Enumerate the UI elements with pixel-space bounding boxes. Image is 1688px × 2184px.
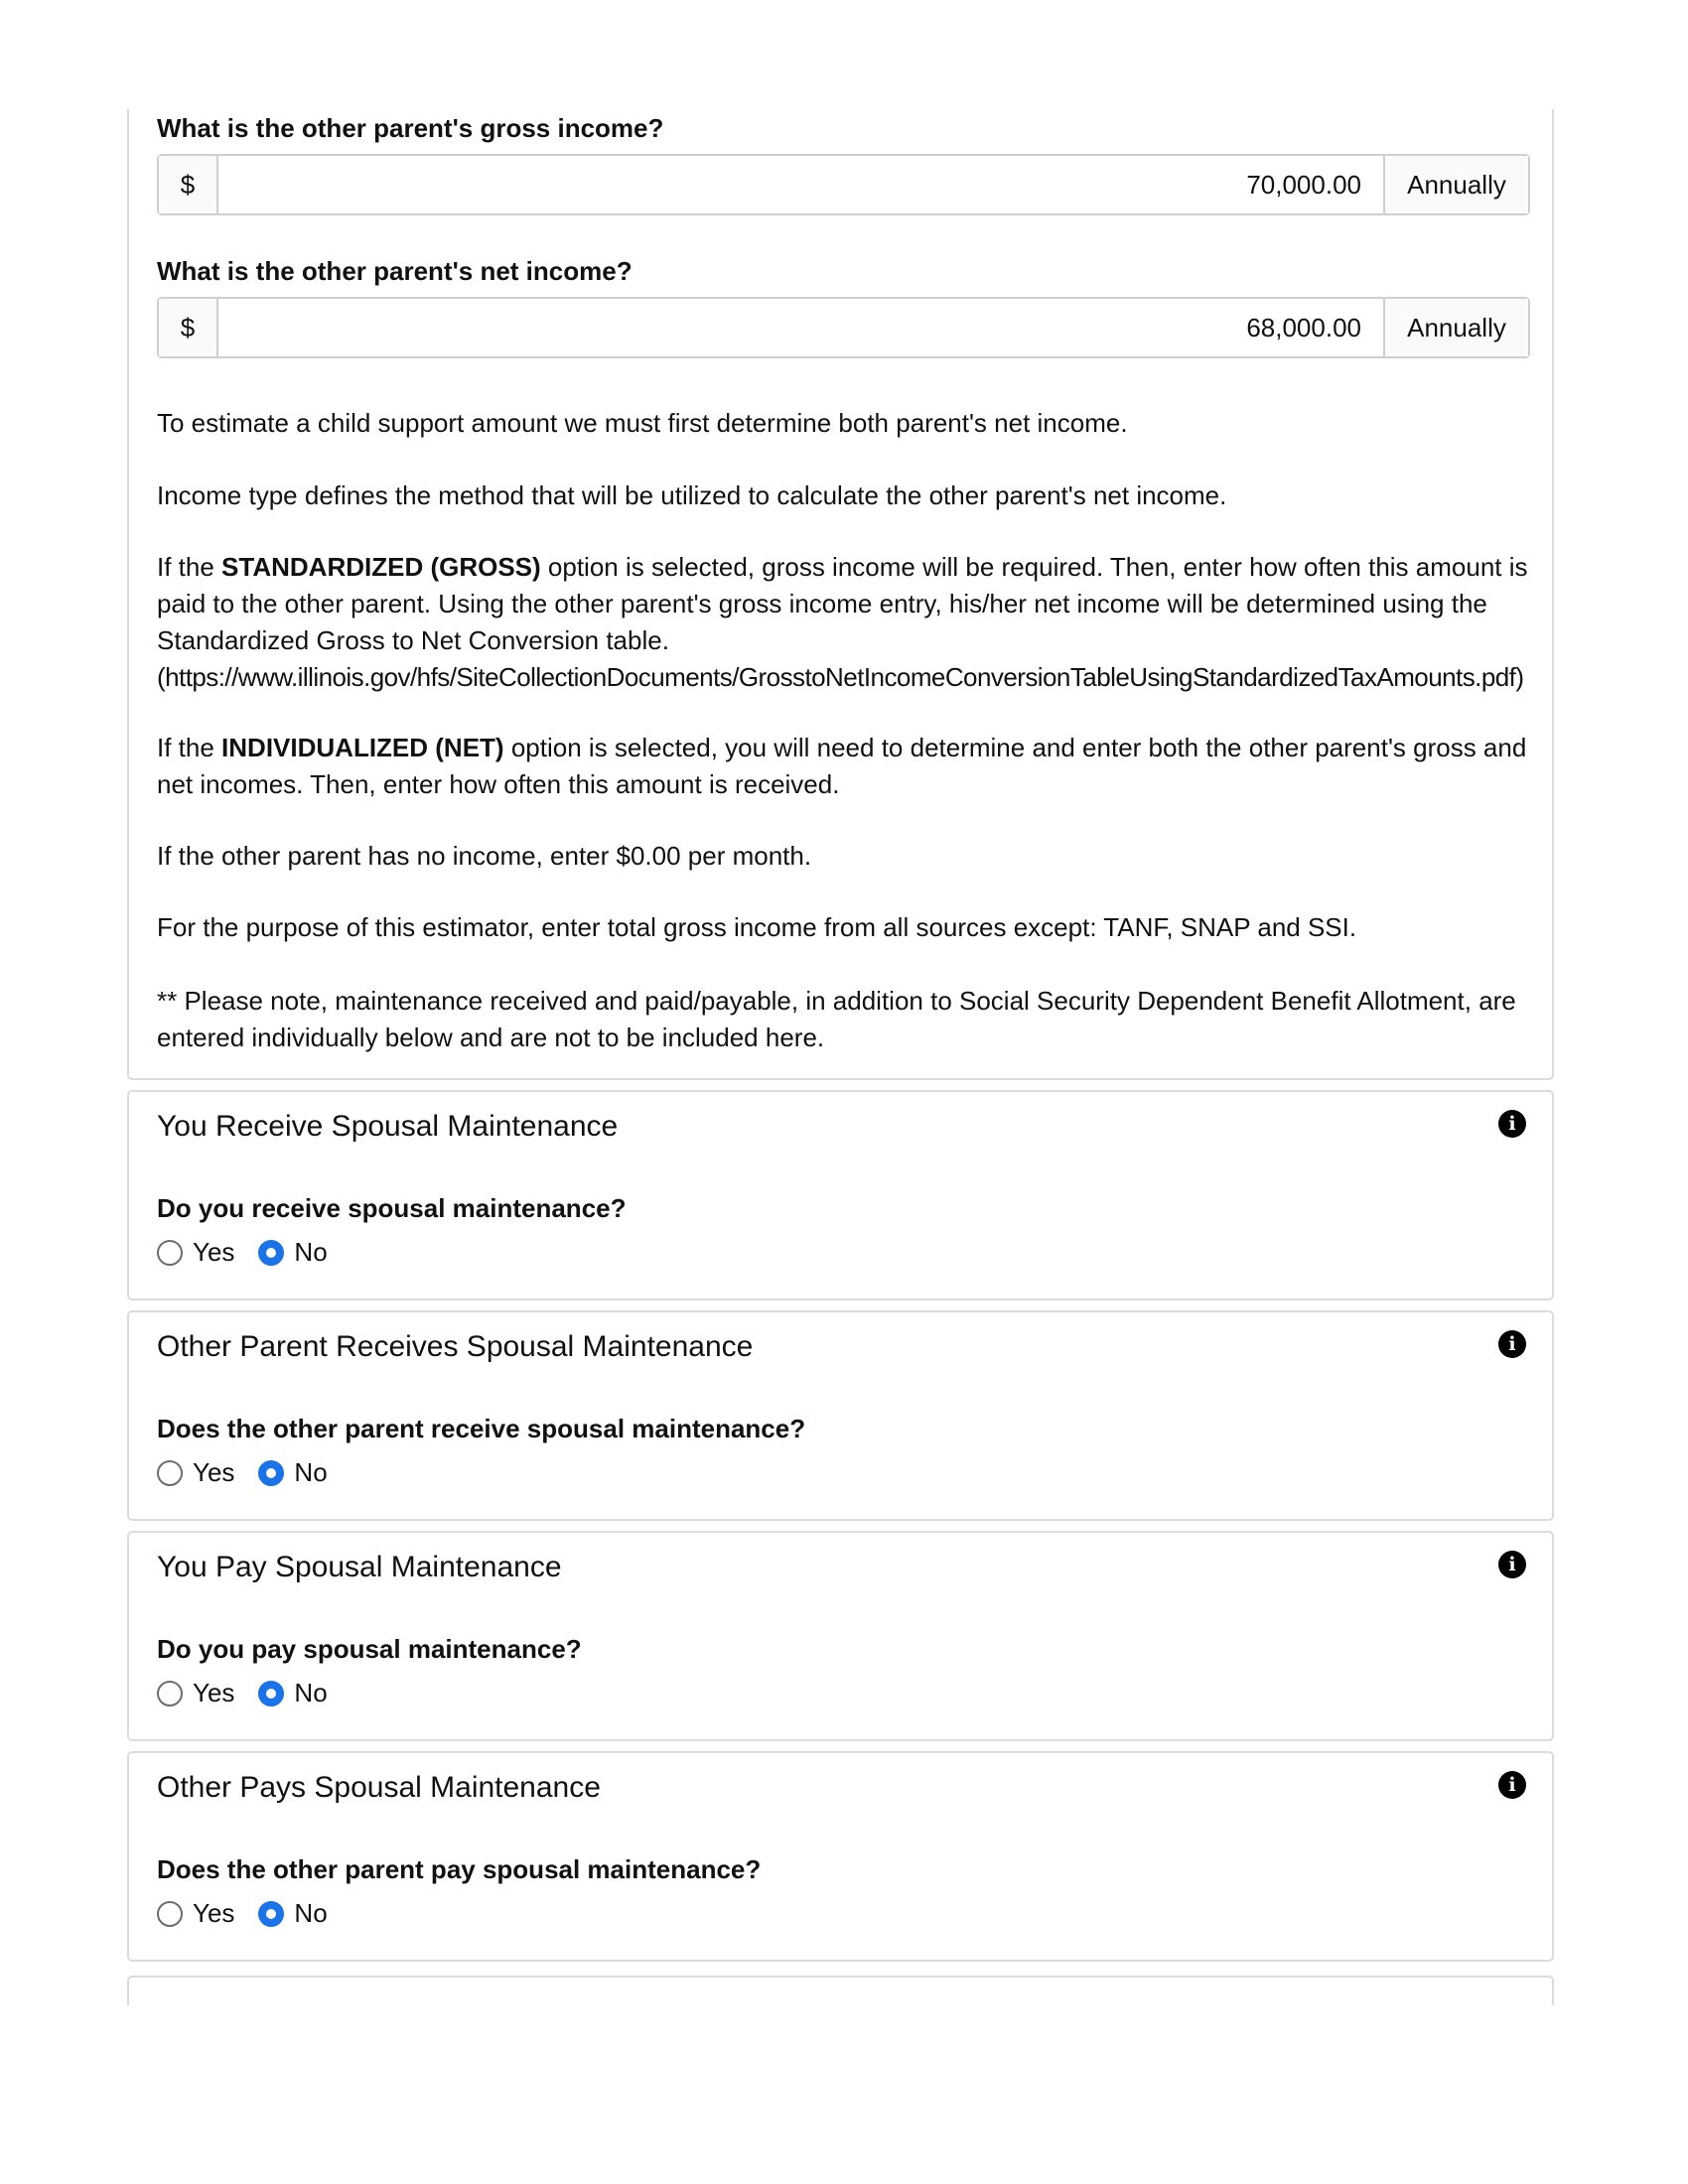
radio-label-no: No xyxy=(294,1678,328,1707)
radio-label-no: No xyxy=(294,1457,328,1487)
info-icon[interactable]: i xyxy=(1498,1110,1526,1138)
radio-option-no[interactable] xyxy=(258,1678,327,1708)
radio-label-yes: Yes xyxy=(193,1237,235,1267)
radio-yes[interactable] xyxy=(157,1681,183,1706)
radio-no[interactable] xyxy=(258,1681,284,1706)
radio-group xyxy=(157,1898,352,1929)
section-title: You Receive Spousal Maintenance xyxy=(157,1110,619,1143)
net-income-input[interactable]: 68,000.00 xyxy=(1246,312,1361,342)
income-card xyxy=(127,109,1554,1080)
info-paragraph-2: Income type defines the method that will be utilized to calculate the other parent's net income. xyxy=(157,480,1227,510)
radio-label-no: No xyxy=(294,1898,328,1928)
radio-no[interactable] xyxy=(258,1240,284,1266)
radio-yes[interactable] xyxy=(157,1460,183,1486)
radio-group xyxy=(157,1678,352,1708)
you-receive-maintenance-card xyxy=(127,1090,1554,1300)
radio-yes[interactable] xyxy=(157,1240,183,1266)
info-paragraph-4 xyxy=(157,730,1547,803)
you-pay-maintenance-card xyxy=(127,1531,1554,1741)
info-paragraph-5: If the other parent has no income, enter $0.00 per month. xyxy=(157,841,812,871)
next-card-edge xyxy=(127,1976,1554,2005)
other-receives-maintenance-card xyxy=(127,1310,1554,1521)
gross-income-input[interactable]: 70,000.00 xyxy=(1246,169,1361,200)
radio-option-yes[interactable] xyxy=(157,1898,234,1929)
conversion-table-url: (https://www.illinois.gov/hfs/SiteCollectionDocuments/GrosstoNetIncomeConversionTableUsingStandardizedTaxAmounts.pdf) xyxy=(157,662,1524,692)
gross-income-input-group xyxy=(157,154,1530,215)
radio-option-yes[interactable] xyxy=(157,1678,234,1708)
info-paragraph-3-prefix: If the xyxy=(157,552,222,582)
radio-no[interactable] xyxy=(258,1460,284,1486)
radio-label-no: No xyxy=(294,1237,328,1267)
radio-group xyxy=(157,1457,352,1488)
radio-no[interactable] xyxy=(258,1901,284,1927)
section-question: Do you receive spousal maintenance? xyxy=(157,1193,627,1223)
info-paragraph-4-prefix: If the xyxy=(157,733,222,762)
radio-option-yes[interactable] xyxy=(157,1237,234,1268)
gross-income-frequency[interactable]: Annually xyxy=(1383,156,1528,213)
info-paragraph-3 xyxy=(157,549,1547,696)
standardized-gross-term: STANDARDIZED (GROSS) xyxy=(221,552,541,582)
section-question: Do you pay spousal maintenance? xyxy=(157,1634,582,1664)
net-income-input-group xyxy=(157,297,1530,358)
info-paragraph-6: For the purpose of this estimator, enter total gross income from all sources except: TANF, SNAP and SSI. xyxy=(157,912,1357,942)
section-title: Other Parent Receives Spousal Maintenance xyxy=(157,1330,754,1363)
section-question: Does the other parent pay spousal maintenance? xyxy=(157,1854,762,1884)
info-paragraph-3-text: option is selected, gross income will be required. Then, enter how often this amount is paid to the other parent. Using the other parent's gross income entry, his/her net income will be determined using the Standardized Gross to Net Conversion table. xyxy=(157,552,1528,655)
info-paragraph-7: ** Please note, maintenance received and paid/payable, in addition to Social Security Dependent Benefit Allotment, are entered individually below and are not to be included here. xyxy=(157,986,1516,1052)
radio-label-yes: Yes xyxy=(193,1457,235,1487)
section-question: Does the other parent receive spousal maintenance? xyxy=(157,1414,806,1443)
radio-option-no[interactable] xyxy=(258,1237,327,1268)
info-icon[interactable]: i xyxy=(1498,1771,1526,1799)
radio-option-no[interactable] xyxy=(258,1457,327,1488)
currency-prefix: $ xyxy=(159,299,218,356)
radio-option-yes[interactable] xyxy=(157,1457,234,1488)
currency-prefix: $ xyxy=(159,156,218,213)
radio-group xyxy=(157,1237,352,1268)
section-title: Other Pays Spousal Maintenance xyxy=(157,1771,601,1804)
radio-option-no[interactable] xyxy=(258,1898,327,1929)
individualized-net-term: INDIVIDUALIZED (NET) xyxy=(221,733,504,762)
radio-label-yes: Yes xyxy=(193,1898,235,1928)
radio-yes[interactable] xyxy=(157,1901,183,1927)
info-icon[interactable]: i xyxy=(1498,1330,1526,1358)
other-pays-maintenance-card xyxy=(127,1751,1554,1962)
section-title: You Pay Spousal Maintenance xyxy=(157,1551,562,1583)
info-paragraph-4-text: option is selected, you will need to determine and enter both the other parent's gross and net incomes. Then, enter how often this amount is received. xyxy=(157,733,1527,799)
net-income-frequency[interactable]: Annually xyxy=(1383,299,1528,356)
gross-income-label: What is the other parent's gross income? xyxy=(157,113,664,143)
radio-label-yes: Yes xyxy=(193,1678,235,1707)
net-income-label: What is the other parent's net income? xyxy=(157,256,633,286)
info-icon[interactable]: i xyxy=(1498,1551,1526,1578)
info-paragraph-1: To estimate a child support amount we must first determine both parent's net income. xyxy=(157,408,1128,438)
